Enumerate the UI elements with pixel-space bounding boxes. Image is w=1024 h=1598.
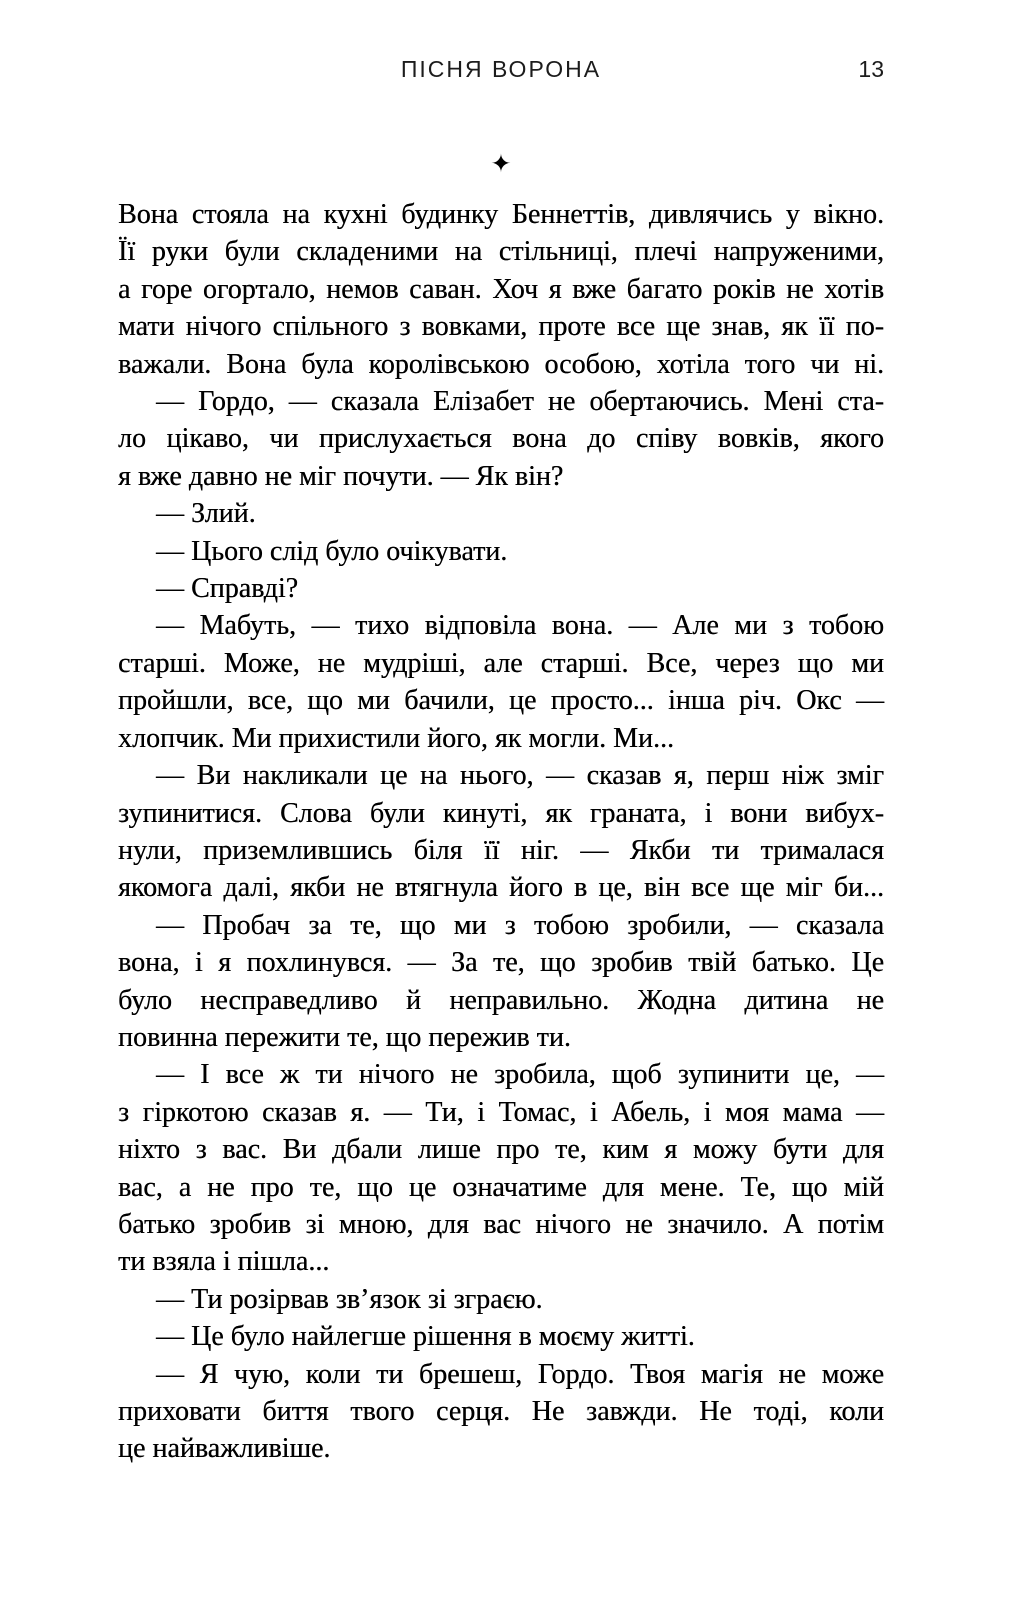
text-line: зупинитися. Слова були кинуті, як граната, і вони вибух- bbox=[118, 797, 884, 829]
text-line: Її руки були складеними на стільниці, плечі напруженими, bbox=[118, 236, 884, 268]
text-line: — Цього слід було очікувати. bbox=[156, 535, 508, 567]
paragraph bbox=[118, 196, 884, 383]
text-line: ти взяла і пішла... bbox=[118, 1246, 330, 1278]
text-line: важали. Вона була королівською особою, хотіла того чи ні. bbox=[118, 348, 884, 380]
text-line: якомога далі, якби не втягнула його в це, він все ще міг би... bbox=[118, 872, 884, 904]
section-break-star-icon: ✦ bbox=[490, 151, 512, 178]
text-line: нули, приземлившись біля її ніг. — Якби ти трималася bbox=[118, 834, 884, 866]
text-line: хлопчик. Ми прихистили його, як могли. Ми... bbox=[118, 722, 674, 754]
text-line: — Ти розірвав зв’язок зі зграєю. bbox=[156, 1283, 543, 1315]
paragraph bbox=[118, 1281, 884, 1318]
paragraph bbox=[118, 1056, 884, 1280]
text-line: — Ви накликали це на нього, — сказав я, перш ніж зміг bbox=[156, 760, 884, 792]
text-line: приховати биття твого серця. Не завжди. Не тоді, коли bbox=[118, 1396, 884, 1427]
text-line: я вже давно не міг почути. — Як він? bbox=[118, 460, 564, 492]
text-line: — Пробач за те, що ми з тобою зробили, — сказала bbox=[156, 909, 884, 941]
text-line: повинна пережити те, що пережив ти. bbox=[118, 1021, 571, 1053]
text-line: а горе огортало, немов саван. Хоч я вже багато років не хотів bbox=[118, 273, 884, 305]
text-line: батько зробив зі мною, для вас нічого не значило. А потім bbox=[118, 1208, 884, 1240]
text-line: з гіркотою сказав я. — Ти, і Томас, і Абель, і моя мама — bbox=[118, 1096, 884, 1128]
text-line: — Гордо, — сказала Елізабет не обертаючись. Мені ста- bbox=[156, 386, 884, 418]
text-line: — Це було найлегше рішення в моєму житті. bbox=[156, 1321, 695, 1353]
text-line: пройшли, все, що ми бачили, це просто... інша річ. Окс — bbox=[118, 685, 884, 717]
text-line: старші. Може, не мудріші, але старші. Все, через що ми bbox=[118, 647, 884, 679]
text-line: ло цікаво, чи прислухається вона до співу вовків, якого bbox=[118, 423, 884, 455]
text-line: — Я чую, коли ти брешеш, Гордо. Твоя магія не може bbox=[156, 1358, 884, 1390]
running-title: ПІСНЯ ВОРОНА bbox=[400, 56, 602, 82]
text-line: — Справді? bbox=[156, 573, 299, 605]
text-line: вас, а не про те, що це означатиме для мене. Те, що мій bbox=[118, 1171, 884, 1203]
text-line: — Злий. bbox=[156, 498, 256, 530]
text-line: це найважливіше. bbox=[118, 1433, 331, 1465]
paragraph bbox=[118, 533, 884, 570]
body-text bbox=[118, 196, 884, 1468]
paragraph bbox=[118, 757, 884, 907]
text-line: вона, і я похлинувся. — За те, що зробив твій батько. Це bbox=[118, 947, 884, 979]
paragraph bbox=[118, 383, 884, 495]
text-line: ніхто з вас. Ви дбали лише про те, ким я можу бути для bbox=[118, 1134, 884, 1166]
paragraph bbox=[118, 1318, 884, 1355]
paragraph bbox=[118, 1356, 884, 1468]
paragraph bbox=[118, 907, 884, 1057]
paragraph bbox=[118, 495, 884, 532]
text-line: було несправедливо й неправильно. Жодна дитина не bbox=[118, 984, 884, 1016]
paragraph bbox=[118, 570, 884, 607]
text-line: Вона стояла на кухні будинку Беннеттів, дивлячись у вікно. bbox=[118, 199, 884, 230]
text-line: — Мабуть, — тихо відповіла вона. — Але ми з тобою bbox=[156, 610, 884, 642]
text-line: мати нічого спільного з вовками, проте все ще знав, як її по- bbox=[118, 311, 884, 343]
paragraph bbox=[118, 607, 884, 757]
page-number: 13 bbox=[858, 56, 884, 82]
text-line: — І все ж ти нічого не зробила, щоб зупинити це, — bbox=[156, 1059, 884, 1091]
running-head bbox=[118, 56, 884, 83]
